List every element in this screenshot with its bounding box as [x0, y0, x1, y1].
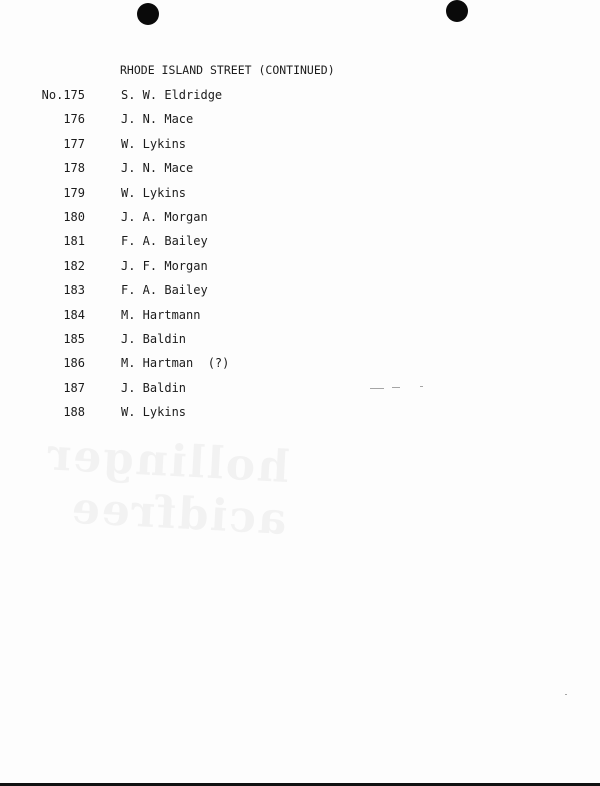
owner-name: W. Lykins	[121, 136, 187, 151]
list-item	[0, 332, 600, 356]
lot-number: 180	[63, 209, 85, 224]
owner-name: J. Baldin	[121, 331, 187, 346]
paper-speck	[565, 694, 567, 695]
paper-speck	[370, 388, 384, 389]
owner-name: J. A. Morgan	[121, 209, 208, 224]
lot-number: 177	[63, 136, 85, 151]
owner-name: W. Lykins	[121, 185, 187, 200]
list-item	[0, 234, 600, 258]
owner-name: J. Baldin	[121, 380, 187, 395]
list-item	[0, 381, 600, 405]
owner-name: J. N. Mace	[121, 161, 194, 176]
paper-speck	[392, 387, 400, 388]
lot-number: 187	[63, 380, 85, 395]
lot-number: 178	[63, 161, 85, 176]
lot-number: 181	[63, 234, 85, 249]
list-item	[0, 356, 600, 380]
list-item	[0, 283, 600, 307]
list-item	[0, 259, 600, 283]
lot-number: 179	[63, 185, 85, 200]
page-title: RHODE ISLAND STREET (CONTINUED)	[120, 63, 335, 77]
punch-hole-left	[137, 3, 159, 25]
lot-number: No.175	[41, 88, 85, 102]
list-item	[0, 186, 600, 210]
list-item	[0, 161, 600, 185]
lot-number: 183	[63, 283, 85, 298]
entry-list	[0, 88, 600, 429]
owner-name: J. N. Mace	[121, 112, 194, 127]
paper-speck	[420, 386, 423, 387]
owner-name: W. Lykins	[121, 405, 187, 420]
lot-number: 184	[63, 307, 85, 322]
lot-number: 176	[63, 112, 85, 127]
owner-name: S. W. Eldridge	[121, 88, 223, 102]
owner-name: M. Hartman (?)	[121, 356, 230, 371]
owner-name: F. A. Bailey	[121, 283, 208, 298]
punch-hole-right	[446, 0, 468, 22]
owner-name: F. A. Bailey	[121, 234, 208, 249]
lot-number: 186	[63, 356, 85, 371]
list-item	[0, 137, 600, 161]
lot-number: 188	[63, 405, 85, 420]
lot-number: 185	[63, 331, 85, 346]
paper-watermark	[15, 428, 290, 546]
lot-number: 182	[63, 258, 85, 273]
owner-name: J. F. Morgan	[121, 258, 208, 273]
list-item	[0, 308, 600, 332]
list-item	[0, 210, 600, 234]
list-item	[0, 112, 600, 136]
list-item	[0, 88, 600, 112]
owner-name: M. Hartmann	[121, 307, 201, 322]
list-item	[0, 405, 600, 429]
